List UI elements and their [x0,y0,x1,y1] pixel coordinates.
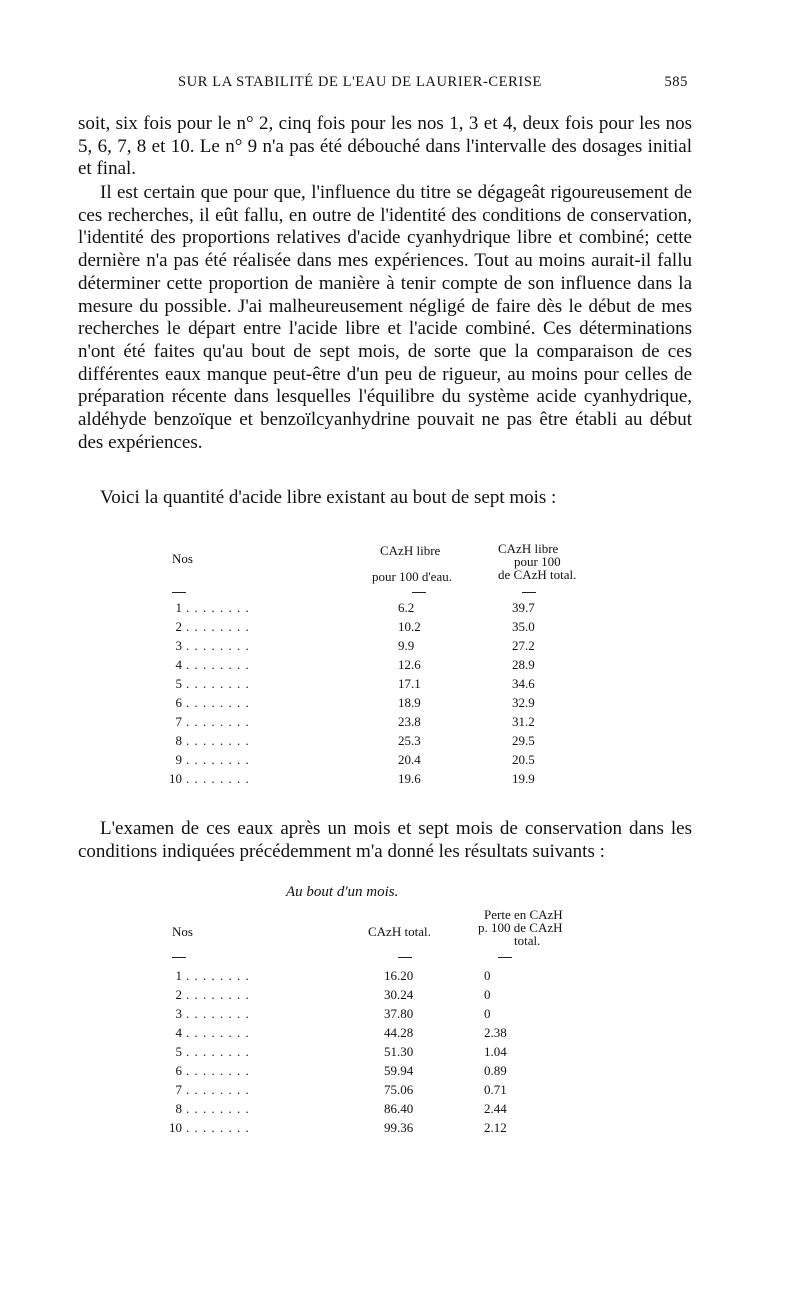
table1-row-leader: . . . . . . . . [186,638,250,653]
table1-row-value-2: 31.2 [512,714,535,729]
table2-row-number: 1 [175,968,182,983]
table1-row-value-1: 9.9 [398,638,415,653]
table1-row-leader: . . . . . . . . [186,657,250,672]
table2-row-number: 7 [175,1082,182,1097]
table1-row-value-1: 10.2 [398,619,421,634]
table1-row [78,733,578,752]
table2-rule-col1 [398,957,412,958]
table2-row-value-1: 16.20 [384,968,414,983]
table1-row-number: 1 [175,600,182,615]
table2-row-value-2: 0.71 [484,1082,507,1097]
table2-row-leader: . . . . . . . . [186,1120,250,1135]
table2-row-number: 4 [175,1025,182,1040]
table1-row [78,638,578,657]
table1-row-number: 3 [175,638,182,653]
table2-row-value-2: 2.44 [484,1101,507,1116]
table2-row-value-2: 1.04 [484,1044,507,1059]
table1-row [78,695,578,714]
table2-row-leader: . . . . . . . . [186,1025,250,1040]
table1-row [78,619,578,638]
table2-row-value-2: 0 [484,987,491,1002]
table2-row-value-1: 44.28 [384,1025,414,1040]
table1-col2-header-line2: pour 100 [514,554,561,569]
table2-row-leader: . . . . . . . . [186,1082,250,1097]
table1-row [78,714,578,733]
table1-row-number: 8 [175,733,182,748]
table1-row [78,600,578,619]
table2-row-value-1: 51.30 [384,1044,414,1059]
table2-row-value-1: 59.94 [384,1063,414,1078]
table1-rule-col2 [522,592,536,593]
paragraph-2: Il est certain que pour que, l'influence du titre se dégageât rigoureusement de ces recherches, il eût fallu, en outre de l'identité des conditions de conservation, l'identité des proportions relatives d'acide cyanhydrique libre et combiné; cette dernière n'a pas été réalisée dans mes expériences. Tout au moins aurait-il fallu déterminer cette proportion de manière à tenir compte de son influence dans la mesure du possible. J'ai malheureusement négligé de faire dès le début de mes recherches le départ entre l'acide libre et l'acide combiné. Ces déterminations n'ont été faites qu'au bout de sept mois, de sorte que la comparaison de ces différentes eaux manque peut-être d'un peu de rigueur, au moins pour celles de préparation récente dans lesquelles l'équilibre du système acide cyanhydrique, aldéhyde benzoïque et benzoïlcyanhydrine pouvait ne pas être établi au début des expériences. [78,182,692,453]
table2-row [78,1063,578,1082]
table2-row-number: 5 [175,1044,182,1059]
table1-row-value-1: 20.4 [398,752,421,767]
table1-col-no: Nos [172,551,193,566]
table2-row-leader: . . . . . . . . [186,987,250,1002]
table1-col1-header-line2: pour 100 d'eau. [372,569,452,584]
page-number: 585 [664,74,688,90]
table2-row-number: 8 [175,1101,182,1116]
table1-row-number: 2 [175,619,182,634]
table1-row-value-1: 6.2 [398,600,415,615]
table2-rule-no [172,957,186,958]
table1-row-value-2: 35.0 [512,619,535,634]
table1-row-value-1: 17.1 [398,676,421,691]
table1-row [78,676,578,695]
table1-row-value-2: 19.9 [512,771,535,786]
table1-row-value-2: 39.7 [512,600,535,615]
table2-row [78,1044,578,1063]
paragraph-1: soit, six fois pour le n° 2, cinq fois pour les nos 1, 3 et 4, deux fois pour les nos 5, 6, 7, 8 et 10. Le n° 9 n'a pas été débouché dans l'intervalle des dosages initial et final. [78,113,692,180]
table2-col2-header-line3: total. [514,933,541,948]
table1-row-value-1: 25.3 [398,733,421,748]
running-head [78,74,688,96]
table1-row-number: 7 [175,714,182,729]
table1-row-number: 5 [175,676,182,691]
table2-caption: Au bout d'un mois. [286,884,399,900]
table1-row-value-1: 19.6 [398,771,421,786]
table2-row [78,968,578,987]
table1-row-value-2: 29.5 [512,733,535,748]
table2-row-leader: . . . . . . . . [186,1006,250,1021]
running-title: SUR LA STABILITÉ DE L'EAU DE LAURIER-CERISE [178,74,542,90]
table2-row-leader: . . . . . . . . [186,1101,250,1116]
table1-row-value-2: 20.5 [512,752,535,767]
table2-row-value-1: 37.80 [384,1006,414,1021]
table1-row [78,752,578,771]
table2-row [78,1101,578,1120]
one-month-table [78,880,678,1145]
table1-row-number: 9 [175,752,182,767]
table2-row-number: 3 [175,1006,182,1021]
table2-col2-header-line1: Perte en CAzH [484,907,563,922]
table2-row [78,987,578,1006]
table2-row-value-1: 99.36 [384,1120,414,1135]
table2-row-number: 10 [169,1120,182,1135]
table1-rule-col1 [412,592,426,593]
table2-row-value-2: 2.38 [484,1025,507,1040]
table2-row [78,1006,578,1025]
table1-row-value-1: 23.8 [398,714,421,729]
paragraph-3: Voici la quantité d'acide libre existant au bout de sept mois : [100,487,557,508]
table2-row-value-1: 30.24 [384,987,414,1002]
table1-row-value-2: 32.9 [512,695,535,710]
table1-row-value-2: 27.2 [512,638,535,653]
table2-row-value-2: 2.12 [484,1120,507,1135]
table2-row [78,1120,578,1139]
table2-row-value-2: 0 [484,1006,491,1021]
table1-rule-no [172,592,186,593]
table2-col2-header-line2: p. 100 de CAzH [478,920,563,935]
table2-row-number: 6 [175,1063,182,1078]
table2-col1-header: CAzH total. [368,924,431,939]
table2-row-value-2: 0 [484,968,491,983]
table1-col1-header-line1: CAzH libre [380,543,441,558]
table1-row-leader: . . . . . . . . [186,733,250,748]
table1-row-value-2: 34.6 [512,676,535,691]
table1-row [78,771,578,790]
table1-row-leader: . . . . . . . . [186,714,250,729]
table2-col-no: Nos [172,924,193,939]
table1-row-value-1: 18.9 [398,695,421,710]
table1-col2-header-line1: CAzH libre [498,541,559,556]
table1-col2-header-line3: de CAzH total. [498,567,577,582]
table2-row [78,1082,578,1101]
table1-row-leader: . . . . . . . . [186,676,250,691]
table2-row-value-1: 86.40 [384,1101,414,1116]
paragraph-4: L'examen de ces eaux après un mois et sept mois de conservation dans les conditions indiquées précédemment m'a donné les résultats suivants : [78,818,692,862]
table1-row-leader: . . . . . . . . [186,695,250,710]
table1-row-value-2: 28.9 [512,657,535,672]
table1-row-leader: . . . . . . . . [186,619,250,634]
table2-row-leader: . . . . . . . . [186,1063,250,1078]
table2-row-leader: . . . . . . . . [186,1044,250,1059]
table1-row-number: 6 [175,695,182,710]
table2-row [78,1025,578,1044]
table2-row-value-2: 0.89 [484,1063,507,1078]
table1-row-number: 10 [169,771,182,786]
free-acid-table [78,540,678,795]
table1-row [78,657,578,676]
table1-row-value-1: 12.6 [398,657,421,672]
table2-rule-col2 [498,957,512,958]
table1-row-leader: . . . . . . . . [186,600,250,615]
table1-row-leader: . . . . . . . . [186,752,250,767]
table1-row-number: 4 [175,657,182,672]
table2-row-number: 2 [175,987,182,1002]
table1-row-leader: . . . . . . . . [186,771,250,786]
table2-row-value-1: 75.06 [384,1082,414,1097]
table2-row-leader: . . . . . . . . [186,968,250,983]
